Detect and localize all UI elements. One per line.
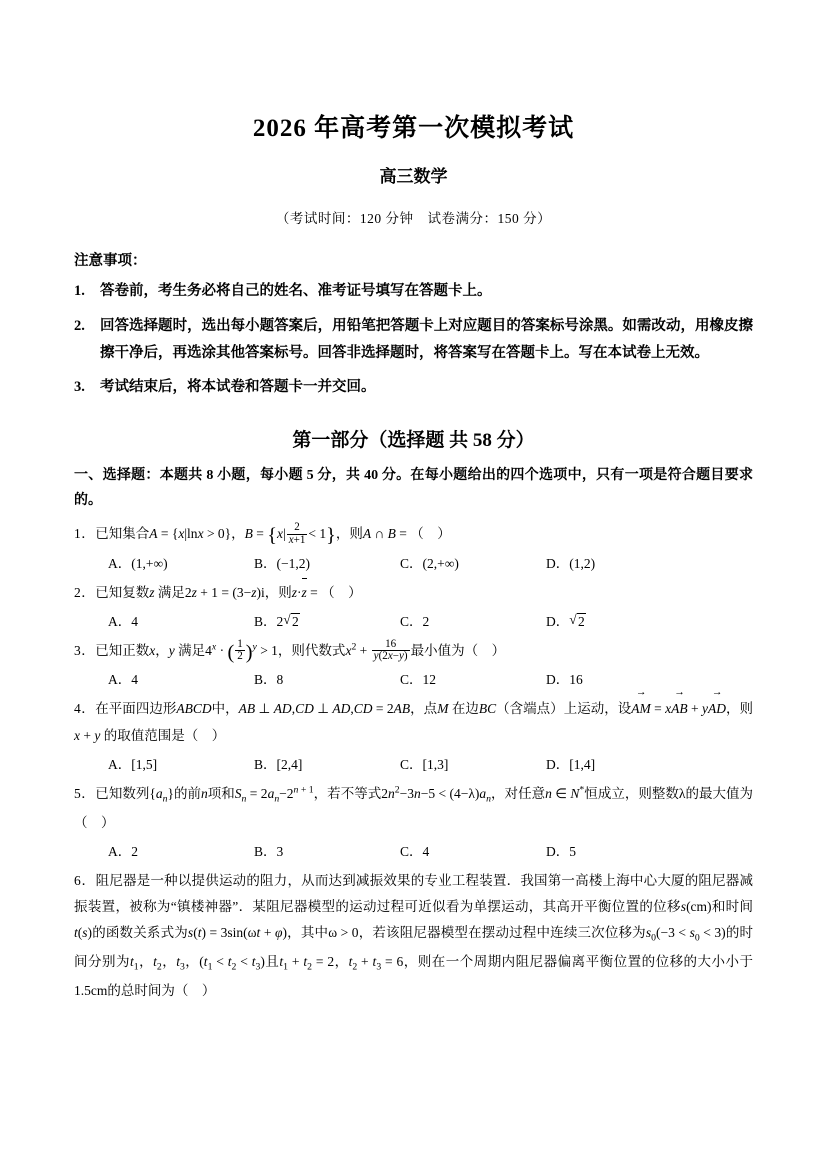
question-2: 2．已知复数z 满足2z + 1 = (3−z)i，则z·z = （ ） <box>74 580 753 606</box>
notice-item <box>74 313 753 367</box>
notice-text: 考试结束后，将本试卷和答题卡一并交回。 <box>100 379 376 396</box>
option-b[interactable]: B．3 <box>254 843 284 859</box>
option-b[interactable]: B．(−1,2) <box>254 555 310 571</box>
question-number: 5． <box>74 785 96 801</box>
question-5-options <box>74 840 753 860</box>
question-5: 5．已知数列$\{a_n\}$的前n项和$S_n = 2a_n-2^{n + 1}$，若不等式$2n^2-3n-5 < (4-\lambda)a_n$，对任意n ∈ N*恒成立，则整数λ的最大值为（ ） <box>74 784 754 830</box>
option-d[interactable]: D． √ 2 <box>546 610 753 630</box>
notice-item <box>74 374 753 401</box>
notice-number: 1. <box>74 283 85 299</box>
question-number: 2． <box>74 584 96 600</box>
question-1-options <box>74 552 753 572</box>
option-a[interactable]: A．4 <box>108 672 138 688</box>
notice-text: 回答选择题时，选出每小题答案后，用铅笔把答题卡上对应题目的答案标号涂黑。如需改动，用橡皮擦擦干净后，再选涂其他答案标号。回答非选择题时，将答案写在答题卡上。写在本试卷上无效。 <box>100 317 753 361</box>
question-3-options <box>74 668 753 688</box>
question-3: 3．已知正数x，y 满足$4^x$ · ( $\frac{1}{2}$ )$^y$ > 1，则代数式$x^2$ + $\frac{16}{y(2x-y)}$ 最小值为（ ） <box>74 637 506 664</box>
question-number: 4． <box>74 701 96 717</box>
option-d[interactable]: D．[1,4] <box>546 756 596 772</box>
notice-text: 答卷前，考生务必将自己的姓名、准考证号填写在答题卡上。 <box>100 283 492 299</box>
notice-heading: 注意事项： <box>74 253 147 269</box>
option-a[interactable]: A．[1,5] <box>108 756 158 772</box>
option-b[interactable]: B．8 <box>254 672 284 688</box>
option-a[interactable]: A．2 <box>108 843 138 859</box>
question-number: 3． <box>74 642 96 658</box>
notice-number: 3. <box>74 379 85 396</box>
question-2-options <box>74 610 753 630</box>
option-b[interactable]: B．2 √ 2 <box>254 610 400 630</box>
option-c[interactable]: C．2 <box>400 613 430 629</box>
option-c[interactable]: C．[1,3] <box>400 756 449 772</box>
part-title: 第一部分（选择题 共 58 分） <box>292 430 535 452</box>
notice-item <box>74 278 753 305</box>
option-d[interactable]: D．(1,2) <box>546 555 596 571</box>
option-c[interactable]: C．(2,+∞) <box>400 555 459 571</box>
question-number: 6． <box>74 872 96 888</box>
question-4-options <box>74 753 753 773</box>
option-d[interactable]: D．5 <box>546 843 576 859</box>
notice-number: 2. <box>74 317 85 334</box>
option-c[interactable]: C．12 <box>400 672 437 688</box>
question-1: 1．已知集合A = {x|lnx > 0}，B = {x| $\frac{2}{x+1}$ < 1}，则A ∩ B = （ ） <box>74 520 451 547</box>
option-a[interactable]: A．(1,+∞) <box>108 555 168 571</box>
page-subtitle: 高三数学 <box>379 167 448 186</box>
option-c[interactable]: C．4 <box>400 843 430 859</box>
question-4: 4．在平面四边形ABCD中，AB ⊥ AD,CD ⊥ AD,CD = 2AB，点M 在边BC（含端点）上运动，设AM → = xAB → + yAD →，则x + y 的取值范围是（ ） <box>74 696 753 749</box>
exam-meta: （考试时间：120 分钟 试卷满分：150 分） <box>275 211 552 226</box>
question-6 <box>74 868 753 1004</box>
question-number: 1． <box>74 526 96 542</box>
option-a[interactable]: A．4 <box>108 613 138 629</box>
option-b[interactable]: B．[2,4] <box>254 756 303 772</box>
page-title: 2026 年高考第一次模拟考试 <box>252 115 575 142</box>
question-6-text: 阻尼器是一种以提供运动的阻力，从而达到减振效果的专业工程装置．我国第一高楼上海中心大厦的阻尼器减振装置，被称为“镇楼神器”．某阻尼器模型的运动过程可近似看为单摆运动，其高开平衡位置的位移s(cm)和时间t(s)的函数关系式为s(t) = 3sin(ωt + φ)，其中ω > 0，若该阻尼器模型在摆动过程中连续三次位移为$s_0(-3 < s_0 < 3)$的时间分别为$t_1$，$t_2$，$t_3$，$(t_1 < t_2 < t_3)$且$t_1 + t_2 = 2$，$t_2 + t_3 = 6$，则在一个周期内阻尼器偏离平衡位置的位移的大小小于1.5cm的总时间为（ ） <box>74 872 754 998</box>
option-d[interactable]: D．16 <box>546 672 583 688</box>
section-intro: 一、选择题：本题共 8 小题，每小题 5 分，共 40 分。在每小题给出的四个选项中，只有一项是符合题目要求的。 <box>74 468 753 508</box>
